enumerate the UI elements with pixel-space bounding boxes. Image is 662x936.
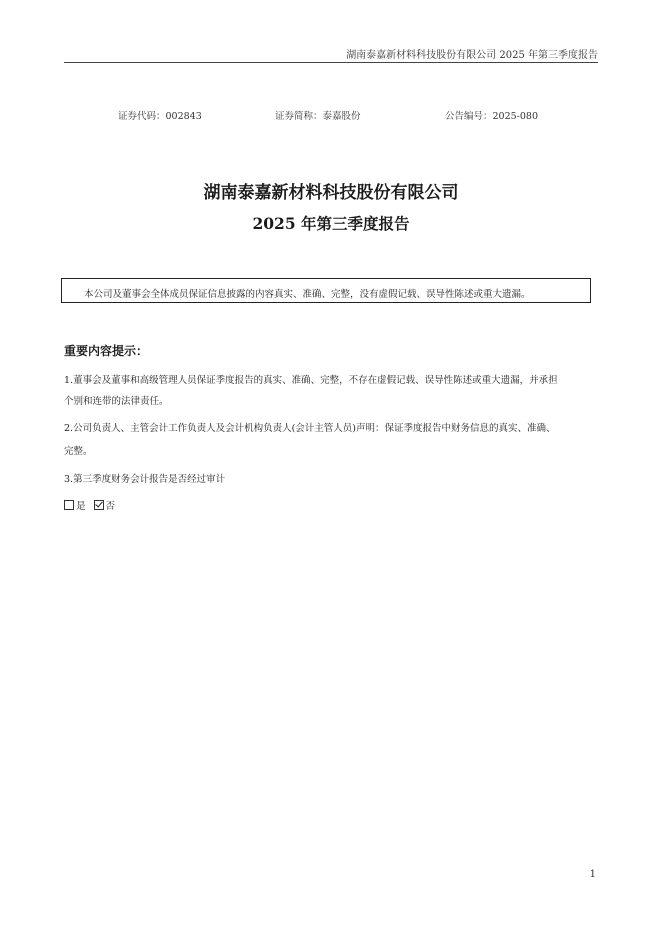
audit-no-label: 否 — [105, 501, 116, 512]
audit-yes-label: 是 — [76, 501, 86, 512]
running-header: 湖南泰嘉新材料科技股份有限公司 2025 年第三季度报告 — [346, 50, 598, 61]
header-rule — [64, 62, 598, 63]
audit-options — [64, 498, 115, 512]
notice-number: 公告编号：2025-080 — [445, 111, 539, 122]
notice-item-2-line-2: 完整。 — [64, 446, 93, 457]
stock-code: 证券代码：002843 — [118, 111, 202, 122]
statement-text: 本公司及董事会全体成员保证信息披露的内容真实、准确、完整，没有虚假记载、误导性陈述或重大遗漏。 — [84, 289, 531, 300]
notice-item-1-line-2: 个别和连带的法律责任。 — [64, 396, 169, 407]
audit-no-checkbox[interactable] — [94, 500, 104, 510]
important-notice-heading: 重要内容提示： — [64, 344, 149, 358]
notice-item-1-line-1: 1.董事会及董事和高级管理人员保证季度报告的真实、准确、完整，不存在虚假记载、误导性陈述或重大遗漏，并承担 — [64, 375, 558, 386]
stock-abbreviation: 证券简称：泰嘉股份 — [275, 111, 361, 122]
page-number: 1 — [589, 869, 596, 880]
audit-yes-checkbox[interactable] — [64, 500, 74, 510]
report-title: 2025 年第三季度报告 — [252, 214, 410, 233]
statement-box — [61, 278, 591, 303]
company-title: 湖南泰嘉新材料科技股份有限公司 — [203, 183, 459, 203]
notice-item-2-line-1: 2.公司负责人、主管会计工作负责人及会计机构负责人(会计主管人员)声明：保证季度报告中财务信息的真实、准确、 — [64, 423, 556, 434]
notice-item-3: 3.第三季度财务会计报告是否经过审计 — [64, 474, 226, 485]
